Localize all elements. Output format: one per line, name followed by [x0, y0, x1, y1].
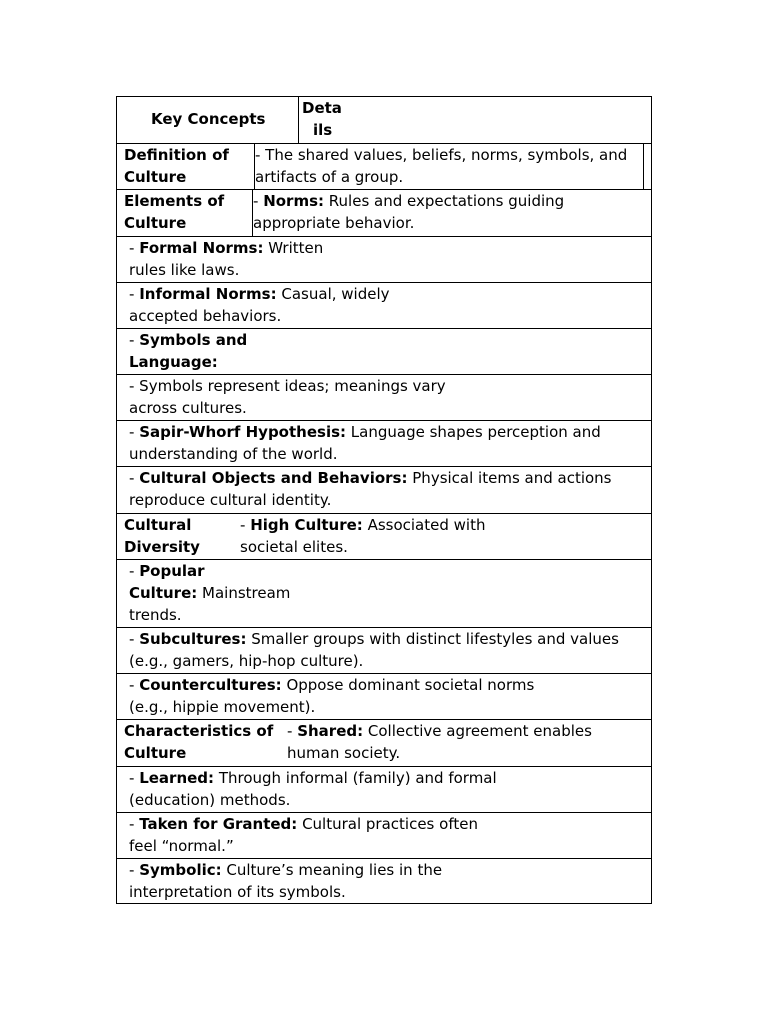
detail-label: Subcultures:	[139, 630, 247, 648]
detail-text: Oppose dominant societal norms (e.g., hippie movement).	[129, 676, 535, 716]
table-row: - Symbolic: Culture’s meaning lies in the interpretation of its symbols.	[117, 858, 651, 903]
detail-label: Symbolic:	[139, 861, 222, 879]
table-row: - Subcultures: Smaller groups with distinct lifestyles and values (e.g., gamers, hip-hop culture).	[117, 627, 651, 673]
table-row: - Sapir-Whorf Hypothesis: Language shapes perception and understanding of the world.	[117, 420, 651, 466]
detail-text: Through informal (family) and formal (education) methods.	[129, 769, 497, 809]
detail-label: Formal Norms:	[139, 239, 264, 257]
concept-elements-of-culture: Elements of Culture	[124, 192, 225, 232]
detail-text: - Symbols represent ideas; meanings vary across cultures.	[129, 377, 446, 417]
concept-cultural-diversity: Cultural Diversity	[124, 516, 200, 556]
detail-text: Language shapes perception and understanding of the world.	[129, 423, 601, 463]
detail-text: Associated with societal elites.	[240, 516, 486, 556]
table-row: - Cultural Objects and Behaviors: Physical items and actions reproduce cultural identity.	[117, 466, 651, 513]
detail-label: Sapir-Whorf Hypothesis:	[139, 423, 347, 441]
detail-text: Smaller groups with distinct lifestyles and values (e.g., gamers, hip-hop culture).	[129, 630, 619, 670]
detail-text: - The shared values, beliefs, norms, symbols, and artifacts of a group.	[255, 146, 628, 186]
detail-text: Rules and expectations guiding appropriate behavior.	[253, 192, 565, 232]
detail-text: Cultural practices often feel “normal.”	[129, 815, 478, 855]
table-header-row	[117, 97, 651, 143]
detail-label: Informal Norms:	[139, 285, 277, 303]
header-details-part2: ils	[313, 121, 333, 139]
detail-label: Countercultures:	[139, 676, 282, 694]
detail-text: Collective agreement enables human society.	[287, 722, 592, 762]
table-row: Cultural Diversity - High Culture: Associated with societal elites.	[117, 513, 651, 559]
concept-definition-of-culture: Definition of Culture	[124, 146, 229, 186]
table-row: - Taken for Granted: Cultural practices often feel “normal.”	[117, 812, 651, 858]
detail-label: Cultural Objects and Behaviors:	[139, 469, 408, 487]
detail-label: Popular Culture:	[129, 562, 205, 602]
detail-text: Written rules like laws.	[129, 239, 324, 279]
header-cell-details	[298, 97, 651, 143]
table-row: - Learned: Through informal (family) and formal (education) methods.	[117, 766, 651, 812]
table-row	[117, 374, 651, 420]
table-row	[117, 143, 651, 189]
table-row: - Popular Culture: Mainstream trends.	[117, 559, 651, 627]
detail-label: Symbols and Language:	[129, 331, 248, 371]
table-row: - Symbols and Language:	[117, 328, 651, 374]
detail-label: Norms:	[263, 192, 325, 210]
detail-text: Physical items and actions reproduce cultural identity.	[129, 469, 612, 509]
detail-label: High Culture:	[250, 516, 363, 534]
concept-characteristics-of-culture: Characteristics of Culture	[124, 722, 274, 762]
detail-label: Learned:	[139, 769, 215, 787]
culture-table	[116, 96, 652, 904]
detail-text: Casual, widely accepted behaviors.	[129, 285, 390, 325]
header-key-concepts: Key Concepts	[151, 110, 266, 128]
header-details-part1: Deta	[302, 99, 342, 117]
table-row: - Informal Norms: Casual, widely accepted behaviors.	[117, 282, 651, 328]
table-row: Elements of Culture - Norms: Rules and expectations guiding appropriate behavior.	[117, 189, 651, 236]
header-cell-key-concepts	[117, 97, 298, 143]
detail-text: Culture’s meaning lies in the interpretation of its symbols.	[129, 861, 443, 901]
table-row: - Formal Norms: Written rules like laws.	[117, 236, 651, 282]
detail-label: Taken for Granted:	[139, 815, 298, 833]
table-row: - Countercultures: Oppose dominant societal norms (e.g., hippie movement).	[117, 673, 651, 719]
detail-text: Mainstream trends.	[129, 584, 291, 624]
table-row: Characteristics of Culture - Shared: Collective agreement enables human society.	[117, 719, 651, 766]
detail-label: Shared:	[297, 722, 364, 740]
